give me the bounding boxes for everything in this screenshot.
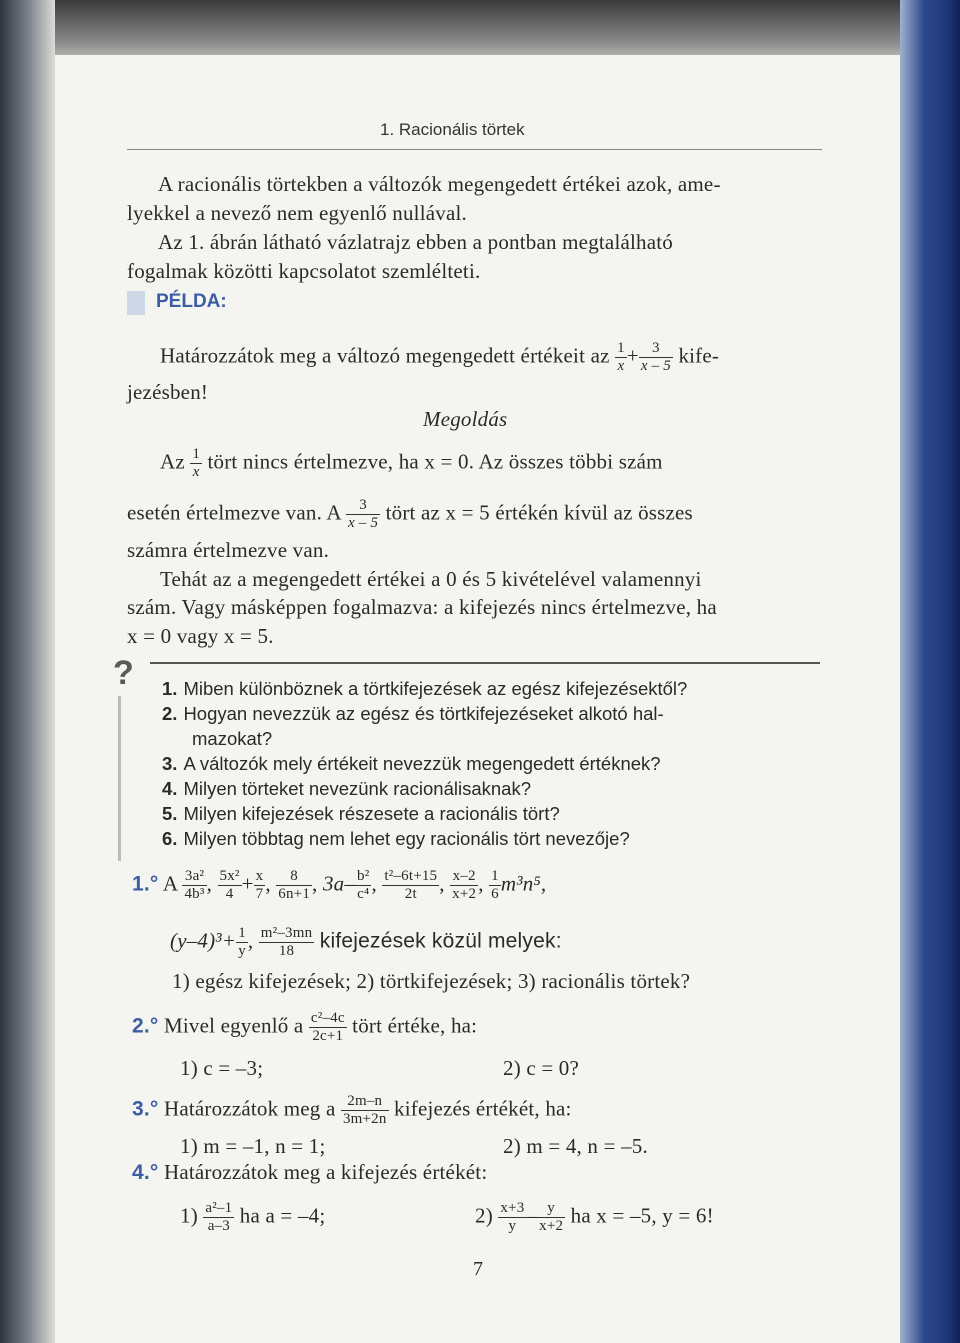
example-marker [127,291,145,315]
formula: $\frac{1}{y}$ [238,925,246,959]
question-item: 4. Milyen törteket nevezünk racionálisaknak? [162,778,532,799]
formula: $\frac{\text{t²–6t+15}}{2t}$ [384,868,438,902]
question-item: 3. A változók mely értékeit nevezzük megengedett értéknek? [162,753,661,774]
solution-line-1-start: Az [160,449,185,474]
left-shadow [0,0,55,1343]
formula-3-over-x-5: $\frac{3}{x - 5}$ [348,497,379,531]
formula: $\frac{x}{7}$ [255,868,264,902]
formula: $\frac{\text{5x²}}{4}$ [219,868,240,902]
exercise-2-number: 2.° [132,1014,159,1038]
formula: 3a– [322,871,356,896]
intro-line-2: lyekkel a nevező nem egyenlő nullával. [127,201,467,225]
formula: $\frac{\text{3a²}}{\text{4b³}}$ [184,868,205,902]
formula-1-over-x: $\frac{1}{x}$ [192,446,201,480]
exercise-1-line-2: (y–4)³+ $\frac{1}{y}$ , $\frac{\text{m²–3mn}}{18}$ kifejezések közül melyek: [170,925,562,959]
questions-side-bar [118,696,121,861]
exercise-4 [132,1158,487,1187]
exercise-4-lead: Határozzátok meg a kifejezés értékét: [163,1160,488,1184]
formula: $\frac{\text{a²–1}}{a-3}$ [205,1200,233,1234]
exercise-2-option-1: 1) c = –3; [180,1056,264,1080]
exercise-1-lead: A [162,871,178,896]
exercise-4-option-1: 1) $\frac{\text{a²–1}}{a-3}$ ha a = –4; [180,1200,326,1234]
formula-1-over-x: $\frac{1}{x}$ [617,340,625,374]
solution-line-4: Tehát az a megengedett értékei a 0 és 5 kivételével valamennyi [160,567,702,591]
solution-line-6: x = 0 vagy x = 5. [127,624,274,648]
header-rule [127,149,822,150]
exercise-3-option-2: 2) m = 4, n = –5. [503,1134,648,1158]
question-item: 6. Milyen többtag nem lehet egy racionális tört nevezője? [162,828,630,849]
formula-3-over-x-5: $\frac{3}{x - 5}$ [640,340,671,374]
exercise-2-end: tört értéke, ha: [352,1013,478,1038]
solution-title: Megoldás [423,407,508,431]
exercise-4-number: 4.° [132,1161,159,1184]
formula: $\frac{\text{c²–4c}}{2c+1}$ [310,1010,345,1044]
exercise-1-formulas: 1.° A $\frac{\text{3a²}}{\text{4b³}}$ , $\frac{\text{5x²}}{4}$ + $\frac{x}{7}$ , $\frac{8}{6n+1}$ , 3a– $\frac{\text{b²}}{\text{c⁴}}$ , $\frac{\text{t²–6t+15}}{2t}$ , $\frac{x-2}{x+2}$ , $\frac{1}{6}$ m³n⁵, [132,868,547,902]
exercise-1-number: 1.° [132,872,159,896]
question-item: 5. Milyen kifejezések részesete a racionális tört? [162,803,560,824]
solution-line-2-start: esetén értelmezve van. A [127,500,341,525]
exercise-2-option-2: 2) c = 0? [503,1056,580,1080]
solution-line-3: számra értelmezve van. [127,538,330,562]
questions-rule [150,662,820,664]
solution-line-5: szám. Vagy másképpen fogalmazva: a kifejezés nincs értelmezve, ha [127,595,717,619]
exercise-3-number: 3.° [132,1097,159,1121]
exercise-3-lead: Határozzátok meg a [163,1096,336,1121]
question-item: mazokat? [192,728,273,749]
exercise-3 [132,1093,572,1128]
exercise-1-options: 1) egész kifejezések; 2) törtkifejezések; 3) racionális törtek? [172,969,691,993]
intro-line-1: A racionális törtekben a változók megengedett értékei azok, ame- [158,172,721,196]
question-item: 2. Hogyan nevezzük az egész és törtkifejezéseket alkotó hal- [162,703,664,724]
solution-line-1-end: tört nincs értelmezve, ha x = 0. Az összes többi szám [207,449,663,474]
exercise-3-option-1: 1) m = –1, n = 1; [180,1134,326,1158]
formula: $\frac{x-2}{x+2}$ [452,868,477,902]
exercise-2 [132,1010,477,1045]
question-item: 1. Miben különböznek a törtkifejezések az egész kifejezésektől? [162,678,688,699]
formula: $\frac{\text{m²–3mn}}{18}$ [260,925,313,959]
formula: $\frac{y}{x+2}$ [539,1200,564,1234]
example-task: Határozzátok meg a változó megengedett értékeit az $\frac{1}{x}$ + $\frac{3}{x - 5}$ kife- [160,340,720,374]
formula: $\frac{\text{b²}}{\text{c⁴}}$ [357,868,370,902]
example-task-line-2: jezésben! [127,380,209,404]
exercise-3-end: kifejezés értékét, ha: [394,1096,572,1121]
formula: (y–4)³+ [170,928,237,953]
book-spine [900,0,960,1343]
solution-line-2-end: tört az x = 5 értékén kívül az összes [385,500,693,525]
formula: $\frac{x+3}{y}$ [500,1200,525,1234]
exercise-1-middle: kifejezések közül melyek: [319,929,562,953]
intro-line-4: fogalmak közötti kapcsolatot szemlélteti. [127,259,481,283]
example-label: PÉLDA: [156,291,227,312]
solution-line-2 [127,497,693,532]
exercise-4-option-2: 2) $\frac{x+3}{y}$ – $\frac{y}{x+2}$ ha x = –5, y = 6! [475,1200,714,1234]
formula: m³n⁵ [500,871,541,896]
question-mark-icon: ? [113,654,134,692]
chapter-header: 1. Racionális törtek [380,120,525,139]
example-task-start: Határozzátok meg a változó megengedett értékeit az [160,343,610,368]
intro-line-3: Az 1. ábrán látható vázlatrajz ebben a pontban megtalálható [158,230,673,254]
formula: $\frac{8}{6n+1}$ [278,868,311,902]
example-task-end: kife- [678,343,720,368]
page-number: 7 [473,1258,483,1280]
solution-line-1 [160,446,663,481]
formula: $\frac{2m-n}{3m+2n}$ [342,1093,387,1127]
formula: $\frac{1}{6}$ [491,868,499,902]
exercise-2-lead: Mivel egyenlő a [163,1013,304,1038]
